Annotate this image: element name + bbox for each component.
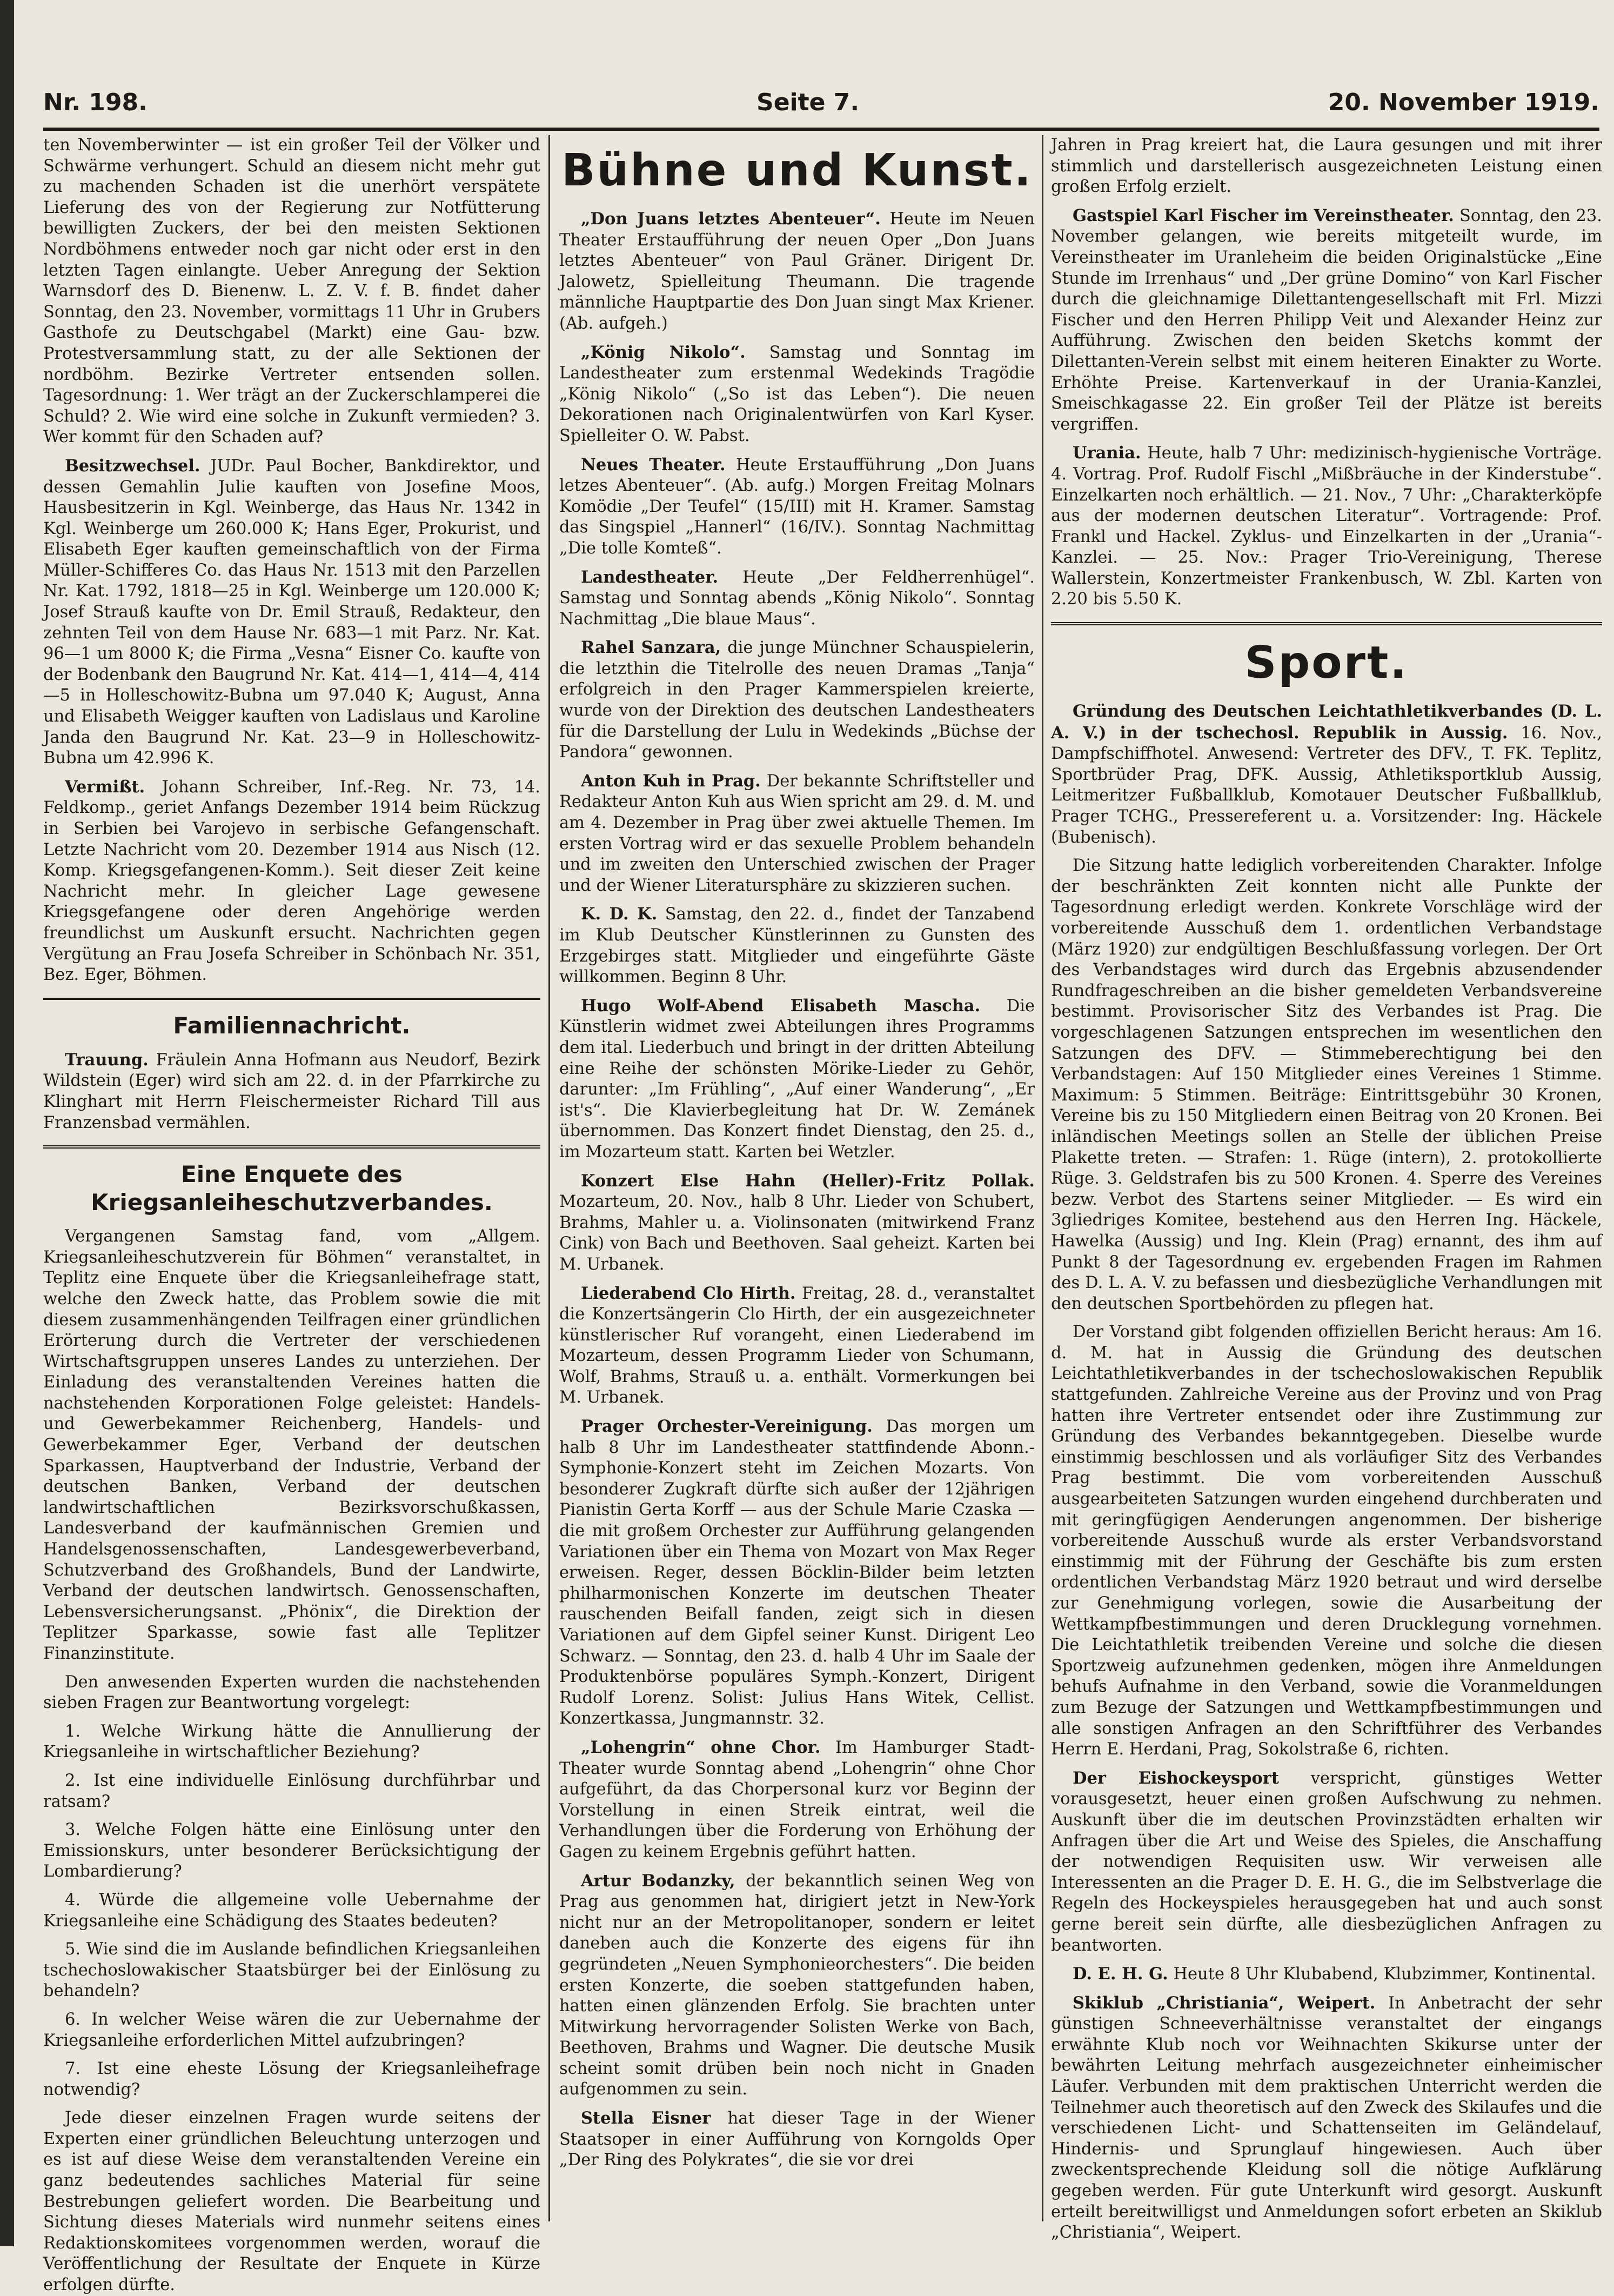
article-body: Heute, halb 7 Uhr: medizinisch-hygienische Vorträge. 4. Vortrag. Prof. Rudolf Fischl „Mißbräuche in der Kinderstube“. Einzelkarten noch erhältlich. — 21. Nov., 7 Uhr: „Charakterköpfe aus der modernen deutschen Literatur“. Vortragende: Prof. Frankl und Hackel. Zyklus- und Einzelkarten in der „Urania“-Kanzlei. — 25. Nov.: Prager Trio-Vereinigung, Therese Wallerstein, Konzertmeister Frankenbusch, W. Zbl. Karten von 2.20 bis 5.50 K. (1051, 444, 1602, 609)
page-number: Seite 7. (756, 89, 860, 116)
article-lead: Skiklub „Christiania“, Weipert. (1073, 1993, 1376, 2013)
article-body: Johann Schreiber, Inf.-Reg. Nr. 73, 14. Feldkomp., geriet Anfangs Dezember 1914 beim Rückzug in Serbien bei Varojevo in serbische Gefangenschaft. Letzte Nachricht vom 20. Dezember 1914 aus Nisch (12. Komp. Kriegsgefangenen-Komm.). Seit dieser Zeit keine Nachricht mehr. In gleicher Lage gewesene Kriegsgefangene oder deren Angehörige werden freundlichst um Auskunft ersucht. Nachrichten gegen Vergütung an Frau Josefa Schreiber in Schönbach Nr. 351, Bez. Eger, Böhmen. (43, 777, 540, 985)
article-don-juan (559, 209, 1035, 335)
article-body: Mozarteum, 20. Nov., halb 8 Uhr. Lieder von Schubert, Brahms, Mahler u. a. Violinsonaten (mitwirkend Franz Cink) von Bach und Beethoven. Saal geheizt. Karten bei M. Urbanek. (559, 1192, 1035, 1274)
section-divider (43, 1145, 540, 1149)
section-heading-theatre: Bühne und Kunst. (561, 145, 1033, 196)
column-rule (548, 135, 550, 2221)
section-divider (1051, 622, 1602, 625)
article-body: hat dieser Tage in der Wiener Staatsoper in einer Aufführung von Korngolds Oper „Der Ring des Polykrates“, die sie vor drei (559, 2109, 1035, 2170)
section-heading-sport: Sport. (1244, 637, 1409, 689)
article-ownership (43, 456, 540, 769)
article-body: Heute „Der Feldherrenhügel“. Samstag und Sonntag abends „König Nikolo“. Sonntag Nachmittag „Die blaue Maus“. (559, 568, 1035, 629)
article-leichtathletik (1051, 701, 1602, 848)
article-urania (1051, 443, 1602, 610)
article-sanzara (559, 637, 1035, 763)
question-item: 5. Wie sind die im Auslande befindlichen Kriegsanleihen tschechoslowakischer Staatsbürger bei der Einlösung zu behandeln? (43, 1940, 540, 2001)
article-sitzung: Die Sitzung hatte lediglich vorbereitenden Charakter. Infolge der beschränkten Zeit konnten nicht alle Punkte der Tagesordnung erledigt werden. Konkrete Vorschläge wird der vorbereitende Ausschuß dem 1. ordentlichen Verbandstage (März 1920) zur endgültigen Beschlußfassung vorlegen. Der Ort des Verbandstages wird durch das Ergebnis abzusendender Rundfrageschreiben an die bisher gemeldeten Verbandsvereine bestimmt. Provisorischer Sitz des Verbandes ist Prag. Die vorgeschlagenen Satzungen entsprechen im wesentlichen den Satzungen des DFV. — Stimmeberechtigung bei den Verbandstagen: Auf 150 Mitglieder eines Vereines 1 Stimme. Maximum: 5 Stimmen. Beiträge: Eintrittsgebühr 30 Kronen, Vereine bis zu 150 Mitgliedern einen Beitrag von 20 Kronen. Bei inländischen Meetings sollen an Stelle der üblichen Preise Plakette treten. — Strafen: 1. Rüge (intern), 2. protokollierte Rüge. 3. Geldstrafen bis zu 500 Kronen. 4. Sperre des Vereines bezw. Verbot des Startens seiner Mitglieder. — Es wird ein 3gliedriges Komitee, bestehend aus den Herren Ing. Häckele, Hawelka (Aussig) und Ing. Klein (Prag) ernannt, des ihm auf Punkt 8 der Tagesordnung ev. ergebenden Fragen im Rahmen des D. L. A. V. zu befassen und diesbezügliche Verhandlungen mit den deutschen Sportbehörden zu pflegen hat. (1051, 856, 1602, 1313)
article-lead: Besitzwechsel. (65, 456, 200, 476)
column-left (43, 135, 540, 2295)
question-item: 1. Welche Wirkung hätte die Annullierung der Kriegsanleihe in wirtschaftlicher Beziehung? (43, 1721, 540, 1762)
article-kdk (559, 904, 1035, 987)
article-enquete-intro: Vergangenen Samstag fand, vom „Allgem. Kriegsanleiheschutzverein für Böhmen“ veranstaltet, in Teplitz eine Enquete über die Kriegsanleihefrage statt, welche den Zweck hatte, das Problem sowie die mit diesem zusammenhängenden Teilfragen einer gründlichen Erörterung durch die Vertreter der verschiedenen Wirtschaftsgruppen unseres Landes zu unterziehen. Der Einladung des veranstaltenden Vereines hatten die nachstehenden Korporationen Folge geleistet: Handels- und Gewerbekammer Reichenberg, Handels- und Gewerbekammer Eger, Verband der deutschen Sparkassen, Hauptverband der Industrie, Verband der deutschen Banken, Verband der deutschen landwirtschaftlichen Bezirksvorschußkassen, Landesverband der kaufmännischen Gremien und Handelsgenossenschaften, Landesgewerbeverband, Schutzverband des Großhandels, Bund der Landwirte, Verband der deutschen landwirtsch. Genossenschaften, Lebensversicherungsanst. „Phönix“, die Direktion der Teplitzer Sparkasse, sowie fast alle Teplitzer Finanzinstitute. (43, 1227, 540, 1663)
article-konzert-hahn (559, 1171, 1035, 1276)
column-right (1051, 135, 1602, 2242)
article-body: Heute im Neuen Theater Erstaufführung der neuen Oper „Don Juans letztes Abenteuer“ von Paul Gräner. Dirigent Dr. Jalowetz, Spielleitung Theumann. Die tragende männliche Hauptpartie des Don Juan singt Max Kriener. (Ab. aufgeh.) (559, 210, 1035, 333)
article-stella-eisner (559, 2108, 1035, 2171)
article-lead: Trauung. (65, 1050, 149, 1070)
article-lead: Urania. (1073, 443, 1141, 463)
article-lead: Rahel Sanzara, (581, 638, 721, 658)
issue-date: 20. November 1919. (1328, 89, 1599, 116)
article-landestheater (559, 567, 1035, 630)
article-body: Heute Erstaufführung „Don Juans letzes Abenteuer“. (Ab. aufg.) Morgen Freitag Molnars Komödie „Der Teufel“ (15/III) mit H. Kramer. Samstag das Singspiel „Hannerl“ (16/IV.). Sonntag Nachmittag „Die tolle Komteß“. (559, 455, 1035, 558)
article-body: der bekanntlich seinen Weg von Prag aus genommen hat, dirigiert jetzt in New-York nicht nur an der Metropolitanoper, sondern er leitet daneben auch die Konzerte des eigens für ihn gegründeten „Neuen Symphonieorchesters“. Die beiden ersten Konzerte, die soeben stattgefunden haben, hatten einen glänzenden Erfolg. Sie brachten unter Mitwirkung hervorragender Solisten Werke von Bach, Beethoven, Brahms und Wagner. Die deutsche Musik scheint somit drüben bein noch nicht in Gnaden aufgenommen zu sein. (559, 1871, 1035, 2099)
article-lead: Vermißt. (65, 777, 145, 797)
question-item: 6. In welcher Weise wären die zur Uebernahme der Kriegsanleihe erforderlichen Mittel aufzubringen? (43, 2010, 540, 2050)
article-bees: ten Novemberwinter — ist ein großer Teil der Völker und Schwärme verhungert. Schuld an diesem nicht mehr gut zu machenden Schaden ist die unerhört verspätete Lieferung des von der Regierung zur Notfütterung bewilligten Zuckers, der bei den meisten Sektionen Nordböhmens entweder noch gar nicht oder erst in den letzten Tagen einlangte. Ueber Anregung der Sektion Warnsdorf des D. Bienenw. L. Z. V. f. B. findet daher Sonntag, den 23. November, vormittags 11 Uhr in Grubers Gasthofe zu Deutschgabel (Markt) eine Gau- bzw. Protestversammlung statt, zu der alle Sektionen der nordböhm. Bezirke Vertreter entsenden sollen. Tagesordnung: 1. Wer trägt an der Zuckerschlamperei die Schuld? 2. Wie wird eine solche in Zukunft vermieden? 3. Wer kommt für den Schaden auf? (43, 136, 540, 447)
question-item: 4. Würde die allgemeine volle Uebernahme der Kriegsanleihe eine Schädigung des Staates bedeuten? (43, 1890, 540, 1931)
column-middle (559, 135, 1035, 2216)
article-lead: Der Eishockeysport (1073, 1768, 1279, 1788)
article-body: Die Künstlerin widmet zwei Abteilungen ihres Programms dem ital. Liederbuch und bringt in der dritten Abteilung eine Reihe der schönsten Mörike-Lieder zu Gehör, darunter: „Im Frühling“, „Auf einer Wanderung“, „Er ist's“. Die Klavierbegleitung hat Dr. W. Zemánek übernommen. Das Konzert findet Dienstag, den 25. d., im Mozarteum statt. Karten bei Wetzler. (559, 996, 1035, 1162)
article-lead: Gastspiel Karl Fischer im Vereinstheater. (1073, 205, 1454, 225)
article-hugo-wolf (559, 996, 1035, 1163)
article-lead: „König Nikolo“. (581, 342, 746, 362)
article-lead: Neues Theater. (581, 455, 726, 475)
article-body: Sonntag, den 23. November gelangen, wie bereits mitgeteilt wurde, im Vereinstheater im Uranleheim die beiden Originalstücke „Eine Stunde im Irrenhaus“ und „Der grüne Domino“ von Karl Fischer durch die gleichnamige Dilettantengesellschaft mit Frl. Mizzi Fischer und den Herren Philipp Veit und Alexander Heinz zur Aufführung. Zwischen den beiden Sketchs kommt der Dilettanten-Verein selbst mit einem heiteren Einakter zu Worte. Erhöhte Preise. Kartenverkauf in der Urania-Kanzlei, Smeischkagasse 22. Ein großer Teil der Plätze ist bereits vergriffen. (1051, 206, 1602, 434)
article-anton-kuh (559, 771, 1035, 897)
article-body: Samstag, den 22. d., findet der Tanzabend im Klub Deutscher Künstlerinnen zu Gunsten des Erzgebirges statt. Mitglieder und eingeführte Gäste willkommen. Beginn 8 Uhr. (559, 905, 1035, 987)
article-lead: „Don Juans letztes Abenteuer“. (581, 209, 881, 229)
article-lead: Artur Bodanzky, (581, 1871, 735, 1891)
article-eishockey (1051, 1768, 1602, 1956)
scan-edge (0, 0, 14, 2246)
article-body: Das morgen um halb 8 Uhr im Landestheater stattfindende Abonn.-Symphonie-Konzert steht im Zeichen Mozarts. Von besonderer Zugkraft dürfte sich außer der 12jährigen Pianistin Gerta Korff — aus der Schule Marie Czaska — die mit großem Orchester zur Aufführung gelangenden Variationen über ein Thema von Mozart von Max Reger erweisen. Reger, dessen Böcklin-Bilder beim letzten philharmonischen Konzerte im deutschen Theater rauschenden Beifall fanden, zeigt sich in diesen Variationen auf dem Gipfel seiner Kunst. Dirigent Leo Schwarz. — Sonntag, den 23. d. halb 4 Uhr im Saale der Produktenbörse populäres Symph.-Konzert, Dirigent Rudolf Lorenz. Solist: Julius Hans Witek, Cellist. Konzertkassa, Jungmannstr. 32. (559, 1417, 1035, 1728)
question-item: 2. Ist eine individuelle Einlösung durchführbar und ratsam? (43, 1771, 540, 1811)
article-lead: „Lohengrin“ ohne Chor. (581, 1737, 821, 1757)
article-lohengrin (559, 1737, 1035, 1863)
article-lead: Gründung des Deutschen Leichtathletikverbandes (D. L. A. V.) in der tschechosl. Republik in Aussig. (1051, 702, 1602, 743)
question-item: 3. Welche Folgen hätte eine Einlösung unter den Emissionskurs, unter besonderer Berücksichtigung der Lombardierung? (43, 1820, 540, 1881)
article-enquete-questions-intro: Den anwesenden Experten wurden die nachstehenden sieben Fragen zur Beantwortung vorgelegt: (43, 1672, 540, 1713)
article-lead: Konzert Else Hahn (Heller)-Fritz Pollak. (581, 1171, 1035, 1191)
article-clo-hirth (559, 1283, 1035, 1409)
article-lead: Stella Eisner (581, 2108, 711, 2128)
article-lead: Landestheater. (581, 567, 719, 587)
article-body: Der bekannte Schriftsteller und Redakteur Anton Kuh aus Wien spricht am 29. d. M. und am 4. Dezember in Prag über zwei aktuelle Themen. Im ersten Vortrag wird er das sexuelle Problem behandeln und im zweiten den Unterschied zwischen der Prager und der Wiener Literatursphäre zu skizzieren suchen. (559, 771, 1035, 895)
article-body: JUDr. Paul Bocher, Bankdirektor, und dessen Gemahlin Julie kauften von Josefine Moos, Hausbesitzerin in Kgl. Weinberge, das Haus Nr. 1342 in Kgl. Weinberge um 260.000 K; Hans Eger, Prokurist, und Elisabeth Eger kauften gemeinschaftlich von der Firma Müller-Schifferes Co. das Haus Nr. 1513 mit den Parzellen Nr. Kat. 1792, 1818—25 in Kgl. Weinberge um 120.000 K; Josef Strauß kaufte von Dr. Emil Strauß, Redakteur, den zehnten Teil von dem Hause Nr. 683—1 mit Parz. Nr. Kat. 96—1 um 8000 K; die Firma „Vesna“ Eisner Co. kaufte von der Bodenbank den Baugrund Nr. Kat. 414—1, 414—4, 414—5 in Holleschowitz-Bubna um 97.040 K; August, Anna und Elisabeth Weigger kauften von Ladislaus und Karoline Janda den Baugrund Nr. Kat. 23—9 in Holleschowitz-Bubna um 42.996 K. (43, 456, 540, 768)
article-enquete-conclusion: Jede dieser einzelnen Fragen wurde seitens der Experten einer gründlichen Beleuchtung unterzogen und es ist auf diese Weise dem veranstaltenden Vereine ein ganz bedeutendes sachliches Material für seine Bestrebungen geliefert worden. Die Bearbeitung und Sichtung dieses Materials wird nunmehr seitens eines Redaktionskomitees vorgenommen werden, worauf die Veröffentlichung der Resultate der Enquete in Kürze erfolgen dürfte. (43, 2108, 540, 2295)
section-heading-family: Familiennachricht. (173, 1012, 411, 1039)
article-orchester (559, 1416, 1035, 1730)
article-body: In Anbetracht der sehr günstigen Schneeverhältnisse veranstaltet der eingangs erwähnte Klub noch vor Weihnachten Skikurse unter der bewährten Leitung mehrfach ausgezeichneter einheimischer Läufer. Verbunden mit dem praktischen Unterricht werden die Teilnehmer auch theoretisch auf den Zweck des Skilaufes und die verschiedenen Licht- und Schattenseiten im Geländelauf, Hindernis- und Sprunglauf hingewiesen. Auch über zweckentsprechende Kleidung soll die nötige Aufklärung gegeben werden. Für gute Unterkunft wird gesorgt. Auskunft erteilt bereitwilligst und Anmeldungen sofort erbeten an Skiklub „Christiania“, Weipert. (1051, 1993, 1602, 2242)
issue-number: Nr. 198. (43, 89, 148, 116)
article-body: Freitag, 28. d., veranstaltet die Konzertsängerin Clo Hirth, der ein ausgezeichneter künstlerischer Ruf vorangeht, einen Liederabend im Mozarteum, dessen Programm Lieder von Schumann, Wolf, Brahms, Strauß u. a. enthält. Vormerkungen bei M. Urbanek. (559, 1284, 1035, 1407)
article-lead: D. E. H. G. (1073, 1964, 1168, 1984)
article-bodanzky (559, 1871, 1035, 2101)
column-rule (1042, 135, 1043, 2221)
article-body: Heute 8 Uhr Klubabend, Klubzimmer, Kontinental. (1168, 1965, 1596, 1984)
article-body: die junge Münchner Schauspielerin, die letzthin die Titelrolle des neuen Dramas „Tanja“ erfolgreich in den Prager Kammerspielen kreierte, wurde von der Direktion des deutschen Landestheaters für die Darstellung der Lulu in Wedekinds „Büchse der Pandora“ gewonnen. (559, 638, 1035, 762)
article-neues-theater (559, 455, 1035, 559)
article-stella-eisner-cont: Jahren in Prag kreiert hat, die Laura gesungen und mit ihrer stimmlich und darstellerisch ausgezeichneten Leistung einen großen Erfolg erzielt. (1051, 136, 1602, 197)
article-lead: Prager Orchester-Vereinigung. (581, 1417, 873, 1437)
article-dehg (1051, 1964, 1602, 1985)
question-item: 7. Ist eine ehestе Lösung der Kriegsanleihefrage notwendig? (43, 2059, 540, 2099)
article-lead: Liederabend Clo Hirth. (581, 1283, 796, 1303)
section-heading-enquete: Eine Enquete des Kriegsanleiheschutzverbandes. (91, 1161, 493, 1216)
article-koenig-nikolo (559, 342, 1035, 447)
article-wedding (43, 1050, 540, 1133)
article-lead: K. D. K. (581, 904, 658, 924)
page-header (43, 81, 1599, 131)
article-gastspiel (1051, 205, 1602, 436)
section-divider (43, 998, 540, 1000)
article-body: Fräulein Anna Hofmann aus Neudorf, Bezirk Wildstein (Eger) wird sich am 22. d. in der Pfarrkirche zu Klinghart mit Herrn Fleischermeister Richard Till aus Franzensbad vermählen. (43, 1050, 540, 1132)
article-vorstand: Der Vorstand gibt folgenden offiziellen Bericht heraus: Am 16. d. M. hat in Aussig die Gründung des deutschen Leichtathletikverbandes in der tschechoslowakischen Republik stattgefunden. Zahlreiche Vereine aus der Provinz und von Prag hatten ihre Vertreter entsendet oder ihre Zustimmung zur Gründung des Verbandes bekanntgegeben. Dieselbe wurde einstimmig beschlossen und als vorläufiger Sitz des Verbandes Prag bestimmt. Die vom vorbereitenden Ausschuß ausgearbeiteten Satzungen wurden eingehend durchberaten und mit geringfügigen Aenderungen angenommen. Der bisherige vorbereitende Ausschuß wurde als erster Verbandsvorstand einstimmig mit der Führung der Geschäfte bis zum ersten ordentlichen Verbandstag März 1920 betraut und wird derselbe zur Genehmigung vorlegen, sowie die Ausarbeitung der Wettkampfbestimmungen und deren Drucklegung vornehmen. Die Leichtathletik treibenden Vereine und solche die diesen Sportzweig aufzunehmen gedenken, mögen ihre Anmeldungen behufs Aufnahme in den Verband, sowie die Voranmeldungen zum Bezuge der Satzungen und Wettkampfbestimmungen und alle sonstigen Anfragen an den Schriftführer des Verbandes Herrn E. Herdani, Prag, Sokolstraße 6, richten. (1051, 1323, 1602, 1759)
article-lead: Anton Kuh in Prag. (581, 771, 761, 791)
article-body: Samstag und Sonntag im Landestheater zum erstenmal Wedekinds Tragödie „König Nikolo“ („So ist das Leben“). Die neuen Dekorationen nach Originalentwürfen von Karl Kyser. Spielleiter O. W. Pabst. (559, 343, 1035, 445)
article-lead: Hugo Wolf-Abend Elisabeth Mascha. (581, 996, 981, 1016)
article-body: verspricht, günstiges Wetter vorausgesetzt, heuer einen großen Aufschwung zu nehmen. Auskunft über die im deutschen Provinzstädten erhalten wir Anfragen über die Art und Weise des Spieles, die Anschaffung der notwendigen Requisiten usw. Wir verweisen alle Interessenten an die Prager D. E. H. G., die im Selbstverlage die Regeln des Hockeyspieles herausgegeben hat und auch sonst gerne bereit sein dürfte, alle diesbezüglichen Anfragen zu beantworten. (1051, 1768, 1602, 1955)
article-skiklub (1051, 1993, 1602, 2244)
article-body: 16. Nov., Dampfschiffhotel. Anwesend: Vertreter des DFV., T. FK. Teplitz, Sportbrüder Prag, DFK. Aussig, Athletiksportklub Aussig, Leitmeritzer Fußballklub, Komotauer Deutscher Fußballklub, Prager TCHG., Pressereferent u. a. Vorsitzender: Ing. Häckele (Bubenisch). (1051, 723, 1602, 847)
article-missing (43, 777, 540, 986)
article-body: Im Hamburger Stadt-Theater wurde Sonntag abend „Lohengrin“ ohne Chor aufgeführt, da das Chorpersonal kurz vor Beginn der Vorstellung in einen Streik eintrat, weil die Verhandlungen über die Forderung von Erhöhung der Gagen zu keinem Ergebnis geführt hatten. (559, 1738, 1035, 1861)
